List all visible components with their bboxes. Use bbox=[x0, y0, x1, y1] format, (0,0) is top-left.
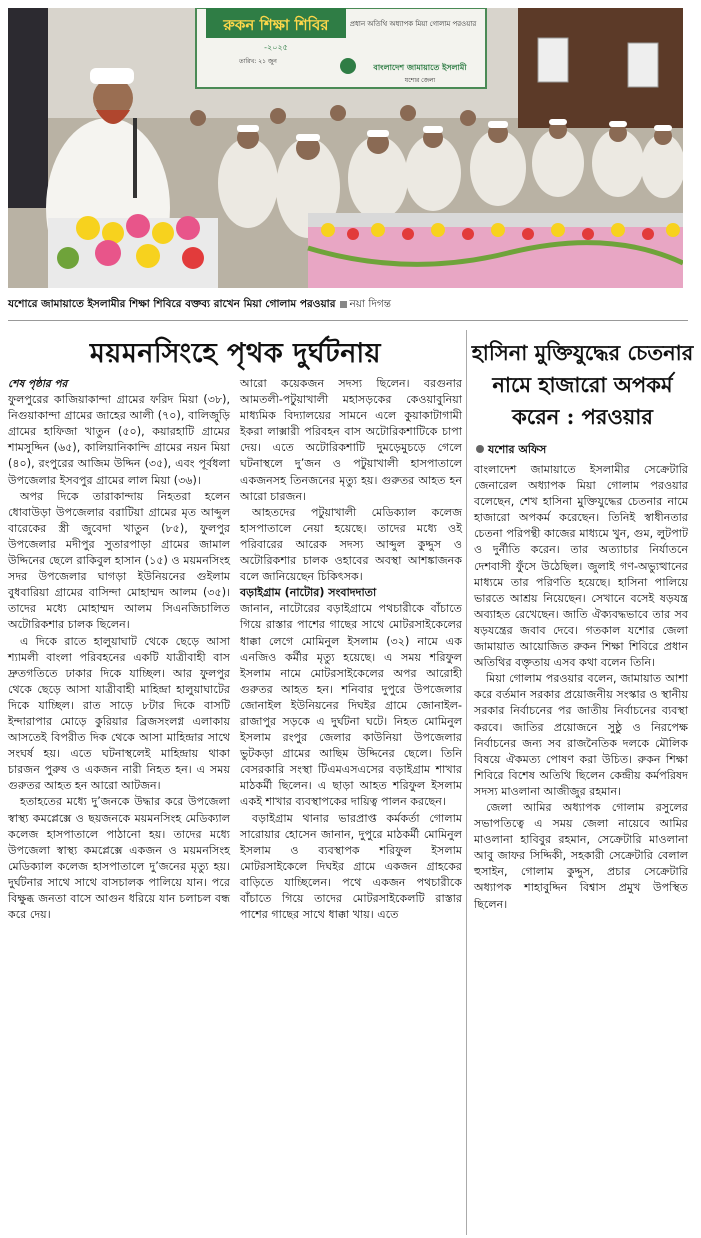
bullet-dot-icon bbox=[476, 445, 484, 453]
story2-paragraph: বাংলাদেশ জামায়াতে ইসলামীর সেক্রেটারি জেনারেল অধ্যাপক মিয়া গোলাম পরওয়ার বলেছেন, শেখ হাসিনা মুক্তিযুদ্ধের চেতনার নামে হাজারো অপকর্ম করেছেন। তিনিই স্বাধীনতার চেতনা পরিপন্থী কাজের মাধ্যমে খুন, গুম, লুটপাট ও দুর্নীতি করেন। তার অত্যাচার নির্যাতনে দেশবাসী ফুঁসে উঠেছিল। জুলাই গণ-অভ্যুত্থানের মাধ্যমে তার পরিণতি হয়েছে। হাসিনা পালিয়ে ভারতে আশ্রয় নিয়েছেন। সেখানে বসেই ষড়যন্ত্র অব্যাহত রেখেছেন। জাতি ঐক্যবদ্ধভাবে তার সব ষড়যন্ত্রের জবাব দেবে। গতকাল যশোর জেলা জামায়াত আয়োজিত রুকন শিক্ষা শিবিরে প্রধান অতিথির বক্তৃতায় এসব কথা বলেন তিনি। bbox=[474, 463, 688, 670]
caption-text: যশোরে জামায়াতে ইসলামীর শিক্ষা শিবিরে বক্তব্য রাখেন মিয়া গোলাম পরওয়ার bbox=[8, 298, 336, 310]
story2-paragraph: মিয়া গোলাম পরওয়ার বলেন, জামায়াত আশা করে বর্তমান সরকার প্রয়োজনীয় সংস্কার ও স্থানীয় সরকার নির্বাচনের পর জাতীয় নির্বাচনের ব্যবস্থা করবে। জাতির প্রয়োজনে সুষ্ঠু ও নিরপেক্ষ নির্বাচনের জন্য সব রাজনৈতিক দলকে মৌলিক বিষয়ে ঐকমত্য পোষণ করা উচিত। রুকন শিক্ষা শিবিরে বিশেষ অতিথি ছিলেন কেন্দ্রীয় কর্মপরিষদ সদস্য মাওলানা আজীজুর রহমান। bbox=[474, 672, 688, 798]
dateline: বড়াইগ্রাম (নাটোর) সংবাদদাতা bbox=[240, 586, 377, 600]
photo-caption bbox=[8, 297, 688, 314]
story1-column-2 bbox=[240, 376, 462, 923]
story1-paragraph: আহতদের পটুয়াখালী মেডিক্যাল কলেজ হাসপাতালে নেয়া হয়েছে। তাদের মধ্যে ওই পরিবারের আরেক সদস্য আব্দুল কুদ্দুস ও অটোরিকশার চালক ওহাবের অবস্থা আশঙ্কাজনক বলে জানিয়েছেন চিকিৎসক। bbox=[240, 505, 462, 584]
story2-column bbox=[474, 462, 688, 913]
banner-year: -২০২৫ bbox=[264, 43, 288, 52]
story1-paragraph: ফুলপুরের কাজিয়াকান্দা গ্রামের ফরিদ মিয়া (৩৮), নিগুয়াকান্দা গ্রামের জাহের আলী (৭০), বালিজুড়ি গ্রামের হাফিজা খাতুন (৫০), কয়ারহাটি গ্রামের শামসুদ্দিন (৬৫), কালিয়ানিকান্দি গ্রামের নয়ন মিয়া (৪০), রংপুরের আজিম উদ্দিন (৩৫), এবং পূর্বধলা উপজেলার ইসবপুর গ্রামের লাল মিয়া (৩৬)। bbox=[8, 393, 230, 487]
banner-org: বাংলাদেশ জামায়াতে ইসলামী bbox=[373, 63, 467, 72]
caption-square-icon bbox=[340, 301, 347, 308]
story1-paragraph: এ দিকে রাতে হালুয়াঘাট থেকে ছেড়ে আসা শ্যামলী বাংলা পরিবহনের একটি যাত্রীবাহী বাস দ্রুতগতিতে ঢাকার দিকে যাচ্ছিল। আর ফুলপুর থেকে ছেড়ে আসা যাত্রীবাহী মাহিন্দ্রা হালুয়াঘাটের দিকে যাচ্ছিল। রাত সাড়ে ৮টার দিকে বাসটি ইন্দারাপার মোড়ে কুরিয়ার ব্রিজসংলগ্ন এলাকায় আসতেই বিপরীত দিক থেকে আসা মাহিন্দ্রার সাথে সংঘর্ষ হয়। এতে ঘটনাস্থলেই মাহিন্দ্রায় থাকা চারজন পুরুষ ও একজন নারী নিহত হন। এ সময় গুরুতর আহত হন আরো আটজন। bbox=[8, 634, 230, 793]
caption-source: নয়া দিগন্ত bbox=[349, 298, 391, 310]
story2-headline: হাসিনা মুক্তিযুদ্ধের চেতনার নামে হাজারো অপকর্ম করেন : পরওয়ার bbox=[471, 340, 694, 429]
story1-paragraph: বড়াইগ্রাম থানার ভারপ্রাপ্ত কর্মকর্তা গোলাম সারোয়ার হোসেন জানান, দুপুরে মাঠকর্মী মোমিনুল ইসলাম ও ব্যবস্থাপক শরিফুল ইসলাম মোটরসাইকেলে দিঘইর গ্রামে একজন গ্রাহকের বাড়িতে যাচ্ছিলেন। পথে একজন পথচারীকে বাঁচাতে গিয়ে তাদের মোটরসাইকেলটি রাস্তার পাশের গাছের সাথে ধাক্কা খায়। এতে bbox=[240, 811, 462, 922]
story1-paragraph: আরো কয়েকজন সদস্য ছিলেন। বরগুনার আমতলী-পটুয়াখালী মহাসড়কের কেওয়াবুনিয়া মাধ্যমিক বিদ্যালয়ের সামনে এলে কুয়াকাটাগামী ইকরা লাক্সারী পরিবহন বাস অটোরিকশাটিকে চাপা দেয়। এতে অটোরিকশাটি দুমড়েমুচড়ে গেলে ঘটনাস্থলে দু’জন ও পটুয়াখালী হাসপাতালে একজনসহ তিনজনের মৃত্যু হয়। গুরুতর আহত হন আরো চারজন। bbox=[240, 377, 462, 503]
story1-paragraph: জানান, নাটোরের বড়াইগ্রামে পথচারীকে বাঁচাতে গিয়ে রাস্তার পাশের গাছের সাথে মোটরসাইকেলের ধাক্কা লেগে মোমিনুল ইসলাম (৩২) নামে এক এনজিও কর্মীর মৃত্যু হয়েছে। এ সময় শরিফুল ইসলাম নামে মোটরসাইকেলের অপর আরোহী গুরুতর আহত হন। শনিবার দুপুরে উপজেলার জোনাইল ইউনিয়নের দিঘইর গ্রামে জোনাইল-রাজাপুর সড়কে এ দুর্ঘটনা ঘটে। নিহত মোমিনুল ইসলাম রংপুর জেলার কাউনিয়া উপজেলার ভুটকড়া গ্রামের আছিম উদ্দিনের ছেলে। তিনি বেসরকারি সংস্থা টিএমএসএসের বড়াইগ্রাম শাখার মাঠকর্মী ছিলেন। এ ছাড়া আহত শরিফুল ইসলাম একই শাখার ব্যবস্থাপকের দায়িত্ব পালন করছেন। bbox=[240, 602, 462, 809]
banner-line1: প্রধান অতিথি অধ্যাপক মিয়া গোলাম পরওয়ার bbox=[349, 20, 477, 28]
banner-line2: তারিখ: ২১ জুন bbox=[239, 58, 277, 65]
story1-paragraph: হতাহতের মধ্যে দু’জনকে উদ্ধার করে উপজেলা স্বাস্থ্য কমপ্লেক্সে ও ছয়জনকে ময়মনসিংহ মেডিক্যাল কলেজ হাসপাতালে পাঠানো হয়। তাদের মধ্যে উপজেলা স্বাস্থ্য কমপ্লেক্সে একজন ও ময়মনসিংহ মেডিক্যাল কলেজ হাসপাতালে দু’জনের মৃত্যু হয়। দুর্ঘটনার সাথে সাথে বাসচালক পালিয়ে যান। পরে বিক্ষুব্ধ জনতা বাসে আগুন ধরিয়ে যান চলাচল বন্ধ করে দেয়। bbox=[8, 795, 230, 922]
banner-district: যশোর জেলা bbox=[404, 77, 436, 84]
story1-column-1 bbox=[8, 376, 230, 923]
story1-paragraph: অপর দিকে তারাকান্দায় নিহতরা হলেন ধোবাউড়া উপজেলার বরাটিয়া গ্রামের মৃত আব্দুল বারেকের স্ত্রী জুবেদা খাতুন (৮৫), ফুলপুর উপজেলার মদীপুর সুতারপাড়া গ্রামের জামাল উদ্দিনের ছেলে রাকিবুল হাসান (১৫) ও ময়মনসিংহ সদর উপজেলার ঘাগড়া ইউনিয়নের গুইলাম বুধবারিয়া গ্রামের বাসিন্দা মোহাম্মদ আলম (৩৫)। তাদের মধ্যে মোহাম্মদ আলম সিএনজিচালিত অটোরিকশার চালক ছিলেন। bbox=[8, 489, 230, 632]
story2-paragraph: জেলা আমির অধ্যাপক গোলাম রসুলের সভাপতিত্বে এ সময় জেলা নায়েবে আমির মাওলানা হাবিবুর রহমান, সেক্রেটারি মাওলানা আবু জাফর সিদ্দিকী, সহকারী সেক্রেটারি বেলাল হুসাইন, গোলাম কুদ্দুস, প্রচার সেক্রেটারি অধ্যাপক শাহাবুদ্দিন বিশ্বাস প্রমুখ উপস্থিত ছিলেন। bbox=[474, 800, 688, 911]
news-photo bbox=[8, 8, 683, 288]
story2-byline bbox=[476, 441, 546, 460]
byline-text: যশোর অফিস bbox=[488, 443, 547, 456]
column-divider bbox=[466, 330, 467, 1235]
continuation-label: শেষ পৃষ্ঠার পর bbox=[8, 378, 68, 390]
photo-illustration bbox=[8, 8, 683, 288]
divider bbox=[8, 320, 688, 321]
banner-title: রুকন শিক্ষা শিবির bbox=[223, 16, 329, 34]
story1-headline: ময়মনসিংহে পৃথক দুর্ঘটনায় bbox=[89, 338, 382, 369]
